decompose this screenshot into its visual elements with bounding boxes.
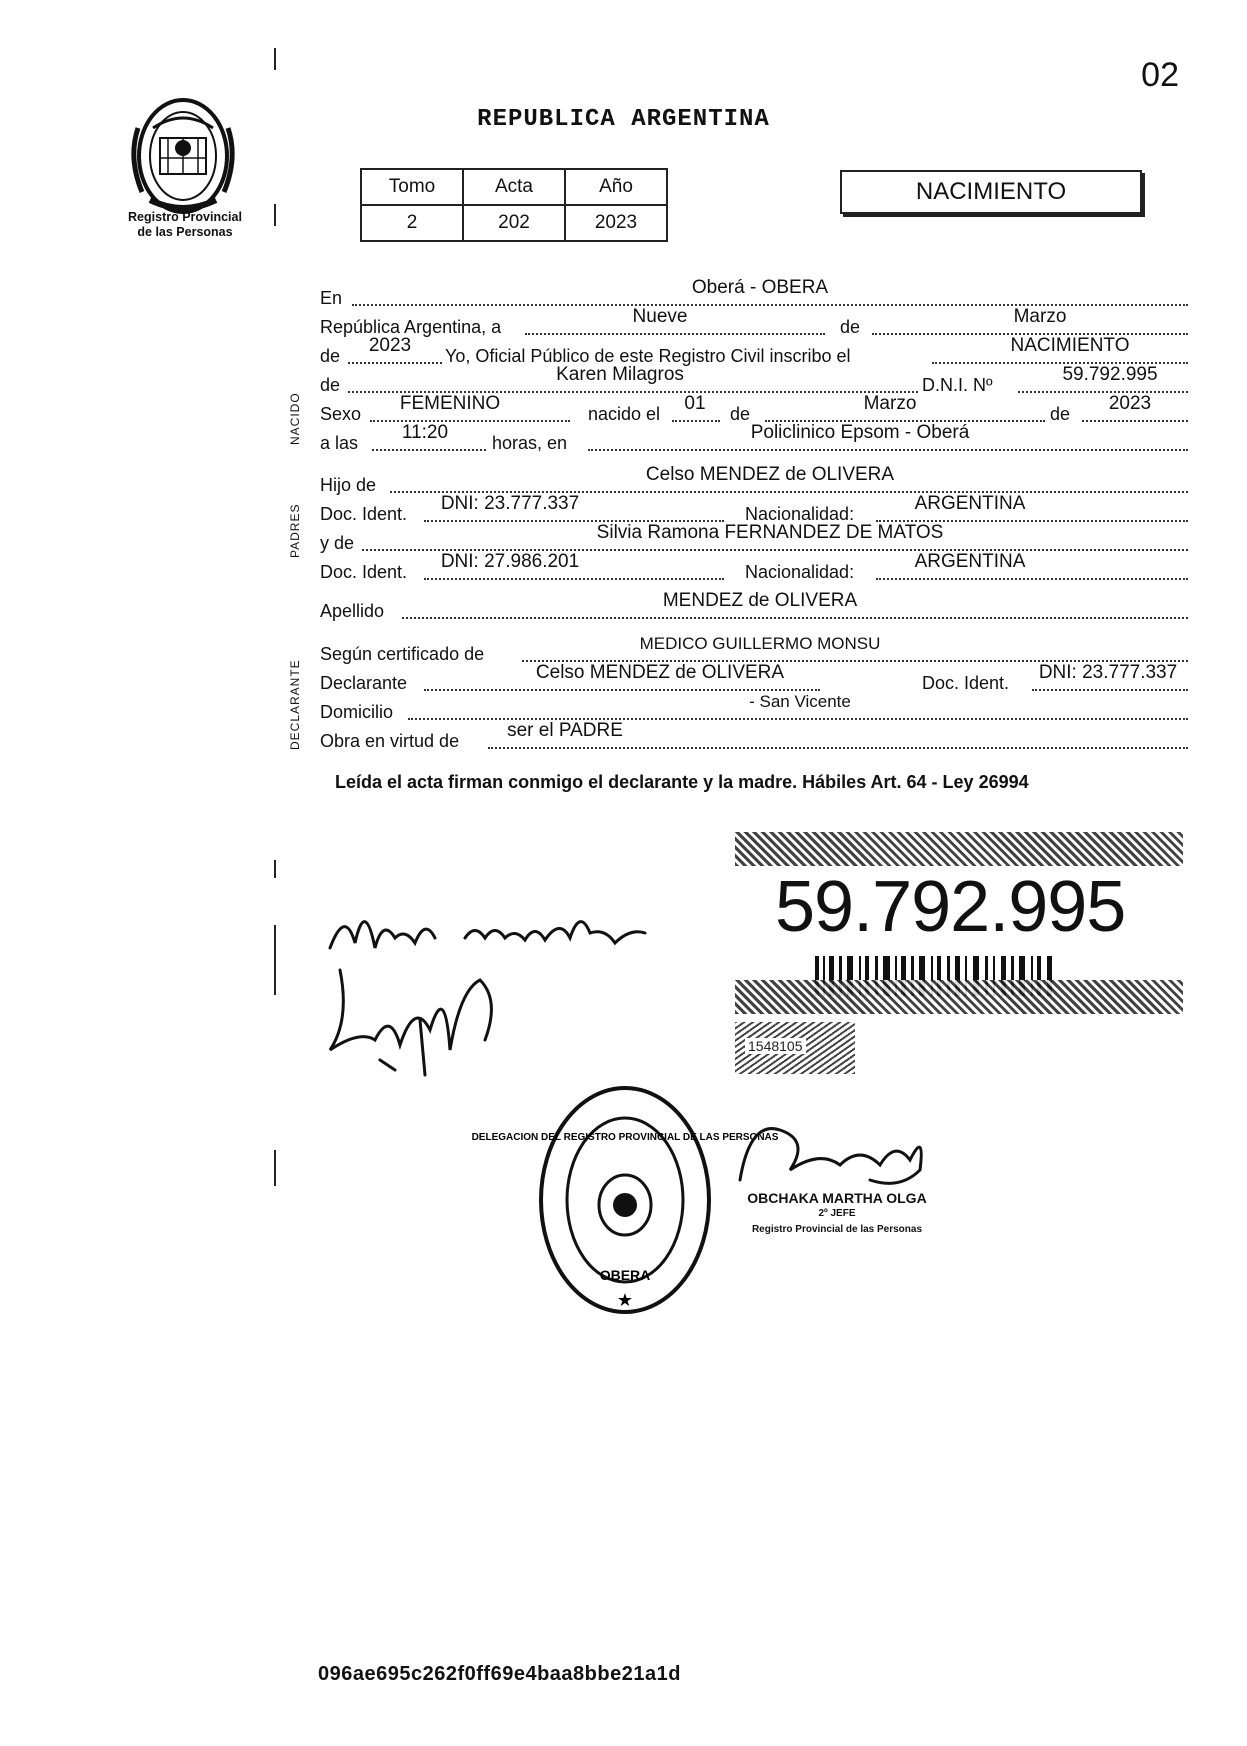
margin-mark [274,1150,276,1186]
value-hora: 11:20 [401,422,449,443]
dotted-line [1032,689,1188,691]
value-anio-nacimiento: 2023 [1108,393,1152,414]
value-localidad: Oberá - OBERA [691,277,829,298]
label-y-de: y de [320,533,355,553]
value-vinculo: ser el PADRE [507,720,623,741]
dotted-line [348,362,442,364]
signature-madre [320,960,510,1080]
dotted-line [588,449,1188,451]
country-title: REPUBLICA ARGENTINA [477,106,770,133]
registry-name [105,210,265,240]
value-dia-inscripcion: Nueve [632,306,688,327]
value-lugar-nacimiento: Policlinico Epsom - Oberá [750,422,970,443]
security-pattern [735,980,1183,1014]
sticker-serial-box [735,1022,855,1074]
label-nacido-el: nacido el [588,404,661,424]
label-sexo: Sexo [320,404,362,424]
dotted-line [402,617,1188,619]
row-domicilio [320,692,1200,726]
value-padre: Celso MENDEZ de OLIVERA [645,464,895,485]
row-hora-lugar [320,422,1200,457]
seal-text-bottom: OBERA [599,1267,651,1283]
dotted-line [1082,420,1188,422]
value-anio-inscripcion: 2023 [368,335,412,356]
official-role: 2º JEFE [818,1208,856,1219]
margin-mark [274,860,276,878]
label-oficial-publico: Yo, Oficial Público de este Registro Civil inscribo el [445,346,851,366]
label-nacionalidad: Nacionalidad: [745,562,855,582]
value-madre: Silvia Ramona FERNANDEZ DE MATOS [596,522,944,543]
value-tipo-inscripcion: NACIMIENTO [1010,335,1130,356]
margin-mark [274,925,276,995]
value-dia-nacimiento: 01 [684,393,706,414]
value-dni-padre: DNI: 23.777.337 [440,493,580,514]
dotted-line [372,449,486,451]
label-de: de [1050,404,1071,424]
label-segun-certificado: Según certificado de [320,644,485,664]
seal-text-top: DELEGACION DEL REGISTRO PROVINCIAL DE LAS PERSONAS [471,1132,779,1143]
value-certificado: MEDICO GUILLERMO MONSU [639,634,881,653]
table-header-tomo: Tomo [361,169,463,205]
page-number: 02 [1141,56,1179,94]
dni-sticker [735,832,1183,1080]
value-dni-nacido: 59.792.995 [1062,364,1158,385]
table-header-anio: Año [565,169,667,205]
label-de: de [840,317,861,337]
label-nacionalidad: Nacionalidad: [745,504,855,524]
margin-mark [274,204,276,226]
label-doc-ident: Doc. Ident. [320,504,408,524]
table-cell-tomo: 2 [361,205,463,241]
acta-reference-table [360,168,668,242]
signature-oficial [720,1110,940,1190]
document-hash: 096ae695c262f0ff69e4baa8bbe21a1d [318,1663,681,1685]
value-nacionalidad-padre: ARGENTINA [914,493,1026,514]
official-name: OBCHAKA MARTHA OLGA [747,1190,927,1206]
value-mes-inscripcion: Marzo [1013,306,1067,327]
sticker-serial: 1548105 [745,1038,806,1054]
official-stamp [712,1190,962,1238]
label-doc-ident: Doc. Ident. [922,673,1010,693]
closing-statement: Leída el acta firman conmigo el declarante y la madre. Hábiles Art. 64 - Ley 26994 [335,772,1029,792]
row-doc-madre [320,551,1200,586]
value-sexo: FEMENINO [399,393,501,414]
dotted-line [424,578,724,580]
value-dni-madre: DNI: 27.986.201 [440,551,580,572]
table-cell-anio: 2023 [565,205,667,241]
registry-line-2: de las Personas [137,225,233,239]
value-apellido: MENDEZ de OLIVERA [662,590,858,611]
registry-line-1: Registro Provincial [128,210,242,224]
value-domicilio: - San Vicente [749,692,851,711]
value-nacionalidad-madre: ARGENTINA [914,551,1026,572]
label-de: de [320,346,341,366]
value-mes-nacimiento: Marzo [863,393,917,414]
value-nombre-nacido: Karen Milagros [556,364,684,385]
side-label-declarante: DECLARANTE [288,659,302,750]
dotted-line [488,747,1188,749]
official-office: Registro Provincial de las Personas [751,1224,923,1235]
row-obra-en-virtud [320,720,1200,755]
label-de: de [320,375,341,395]
label-a-las: a las [320,433,359,453]
dotted-line [876,578,1188,580]
margin-mark [274,48,276,70]
label-doc-ident: Doc. Ident. [320,562,408,582]
row-apellido [320,590,1200,625]
label-horas-en: horas, en [492,433,568,453]
dotted-line [525,333,825,335]
label-en: En [320,288,343,308]
label-obra-en-virtud: Obra en virtud de [320,731,460,751]
label-apellido: Apellido [320,601,385,621]
security-pattern [735,832,1183,866]
table-cell-acta: 202 [463,205,565,241]
label-republica: República Argentina, a [320,317,502,337]
signature-declarante [325,888,665,968]
value-declarante: Celso MENDEZ de OLIVERA [535,662,785,683]
label-hijo-de: Hijo de [320,475,377,495]
side-label-nacido: NACIDO [288,392,302,445]
star-icon: ★ [616,1290,634,1310]
table-header-acta: Acta [463,169,565,205]
label-declarante: Declarante [320,673,408,693]
registry-seal [471,1080,779,1320]
label-de: de [730,404,751,424]
side-label-padres: PADRES [288,503,302,558]
act-type-box: NACIMIENTO [840,170,1142,214]
label-dni: D.N.I. Nº [922,375,993,395]
label-domicilio: Domicilio [320,702,394,722]
value-dni-declarante: DNI: 23.777.337 [1038,662,1178,683]
dni-sticker-number: 59.792.995 [775,867,1126,947]
